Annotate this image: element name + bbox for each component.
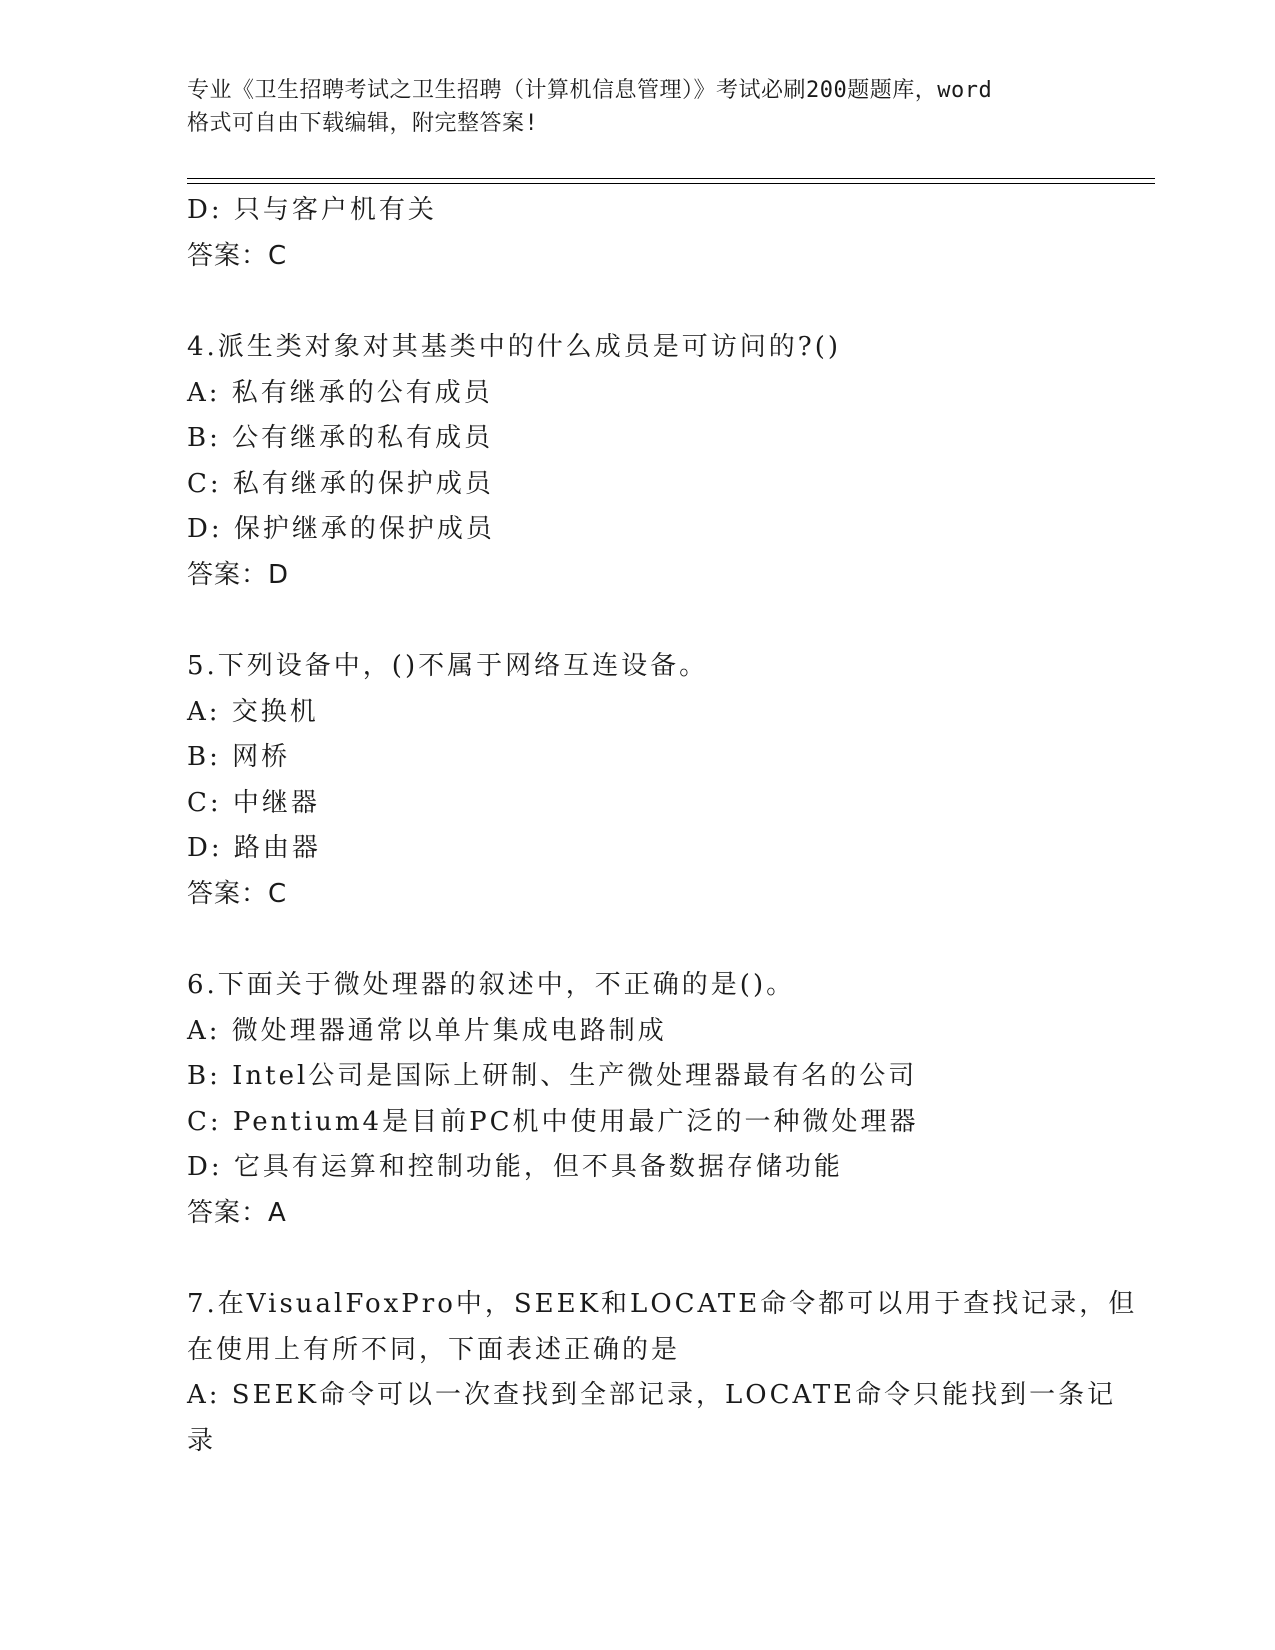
spacer — [187, 1236, 1087, 1282]
question-content — [187, 188, 1138, 1464]
option-c: C: Pentium4是目前PC机中使用最广泛的一种微处理器 — [187, 1106, 919, 1137]
answer-label: 答案：D — [187, 559, 290, 590]
option-d: D: 路由器 — [187, 833, 321, 863]
question-text-line-2: 在使用上有所不同，下面表述正确的是 — [187, 1334, 681, 1365]
option-b: B: 网桥 — [187, 742, 291, 772]
option-c: C: 私有继承的保护成员 — [187, 468, 494, 499]
header-line-2: 格式可自由下载编辑，附完整答案! — [187, 111, 539, 136]
option-b: B: 公有继承的私有成员 — [187, 423, 494, 453]
option-d: D: 保护继承的保护成员 — [187, 514, 495, 544]
question-5 — [187, 644, 1087, 917]
option-a-line-2: 录 — [187, 1425, 217, 1456]
answer-label: 答案：C — [187, 240, 288, 271]
question-text: 6.下面关于微处理器的叙述中，不正确的是()。 — [187, 970, 796, 1000]
spacer — [187, 279, 1087, 325]
question-7 — [187, 1282, 1138, 1464]
spacer — [187, 917, 1087, 963]
header-divider-top — [187, 178, 1155, 179]
spacer — [187, 598, 1087, 644]
question-text: 4.派生类对象对其基类中的什么成员是可访问的?() — [187, 332, 842, 362]
header-divider-bottom — [187, 183, 1155, 184]
question-text: 5.下列设备中，()不属于网络互连设备。 — [187, 651, 709, 681]
header-line-1: 专业《卫生招聘考试之卫生招聘（计算机信息管理）》考试必刷200题题库，word — [187, 78, 993, 103]
option-d: D: 它具有运算和控制功能，但不具备数据存储功能 — [187, 1152, 843, 1182]
option-a: A: 交换机 — [187, 696, 319, 727]
answer-label: 答案：A — [187, 1197, 287, 1228]
option-d: D: 只与客户机有关 — [187, 195, 437, 225]
option-a: A: 私有继承的公有成员 — [187, 377, 493, 408]
answer-label: 答案：C — [187, 878, 288, 909]
option-b: B: Intel公司是国际上研制、生产微处理器最有名的公司 — [187, 1061, 918, 1091]
option-a-line-1: A: SEEK命令可以一次查找到全部记录，LOCATE命令只能找到一条记 — [187, 1380, 1117, 1410]
option-a: A: 微处理器通常以单片集成电路制成 — [187, 1015, 667, 1046]
option-c: C: 中继器 — [187, 787, 320, 818]
question-text-line-1: 7.在VisualFoxPro中，SEEK和LOCATE命令都可以用于查找记录，但 — [187, 1289, 1138, 1319]
question-3-tail — [187, 188, 1087, 279]
question-4 — [187, 325, 1087, 598]
question-6 — [187, 963, 1087, 1236]
document-header — [187, 74, 1087, 140]
